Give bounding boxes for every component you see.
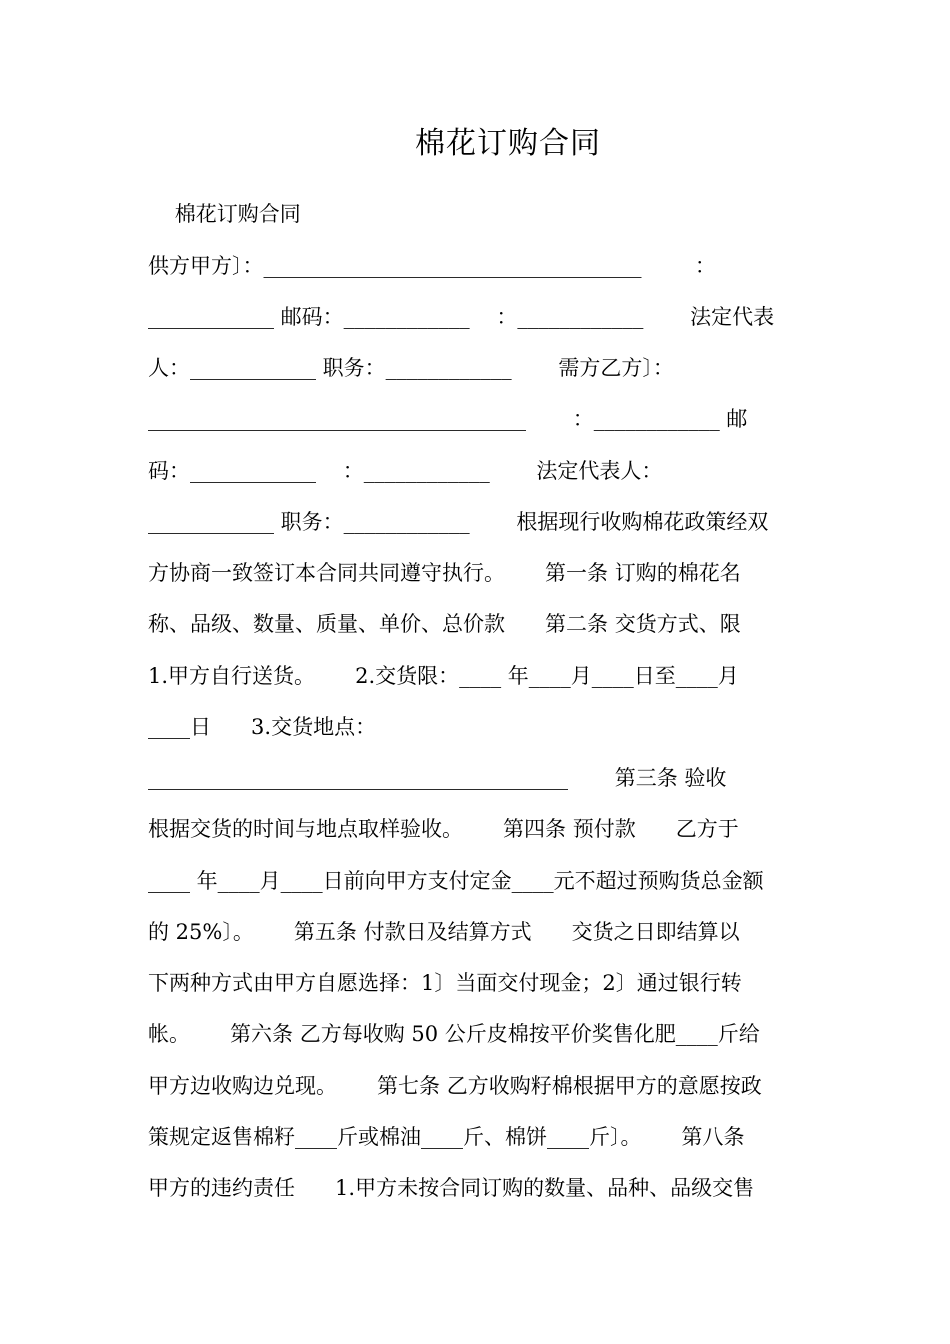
- body-line-5: ____________________________________ ：____________ 邮: [148, 407, 748, 431]
- body-line-19: 策规定返售棉籽____斤或棉油____斤、棉饼____斤〕。 第八条: [148, 1125, 745, 1149]
- body-line-1: 棉花订购合同: [148, 202, 301, 226]
- document-title: 棉花订购合同: [415, 126, 601, 161]
- body-line-18: 甲方边收购边兑现。 第七条 乙方收购籽棉根据甲方的意愿按政: [148, 1074, 762, 1098]
- body-line-20: 甲方的违约责任 1.甲方未按合同订购的数量、品种、品级交售: [148, 1176, 755, 1200]
- body-line-10: 1.甲方自行送货。 2.交货限：____ 年____月____日至____月: [148, 664, 739, 688]
- body-line-11: ____日 3.交货地点：: [148, 715, 377, 739]
- body-line-2: 供方甲方〕：____________________________________ ：: [148, 254, 716, 278]
- body-line-4: 人：____________ 职务：____________ 需方乙方〕：: [148, 356, 674, 380]
- body-line-12: ________________________________________ 第三条 验收: [148, 766, 727, 790]
- body-line-3: ____________ 邮码：____________ ：____________ 法定代表: [148, 305, 775, 329]
- body-line-17: 帐。 第六条 乙方每收购 50 公斤皮棉按平价奖售化肥____斤给: [148, 1022, 760, 1046]
- body-line-7: ____________ 职务：____________ 根据现行收购棉花政策经双: [148, 510, 769, 534]
- body-line-16: 下两种方式由甲方自愿选择：1〕当面交付现金；2〕通过银行转: [148, 971, 742, 995]
- body-line-6: 码：____________ ：____________ 法定代表人：: [148, 459, 663, 483]
- body-line-13: 根据交货的时间与地点取样验收。 第四条 预付款 乙方于: [148, 817, 739, 841]
- body-line-15: 的 25%〕。 第五条 付款日及结算方式 交货之日即结算以: [148, 920, 740, 944]
- body-line-8: 方协商一致签订本合同共同遵守执行。 第一条 订购的棉花名: [148, 561, 741, 585]
- body-line-14: ____ 年____月____日前向甲方支付定金____元不超过预购货总金额: [148, 869, 764, 893]
- body-line-9: 称、品级、数量、质量、单价、总价款 第二条 交货方式、限: [148, 612, 741, 636]
